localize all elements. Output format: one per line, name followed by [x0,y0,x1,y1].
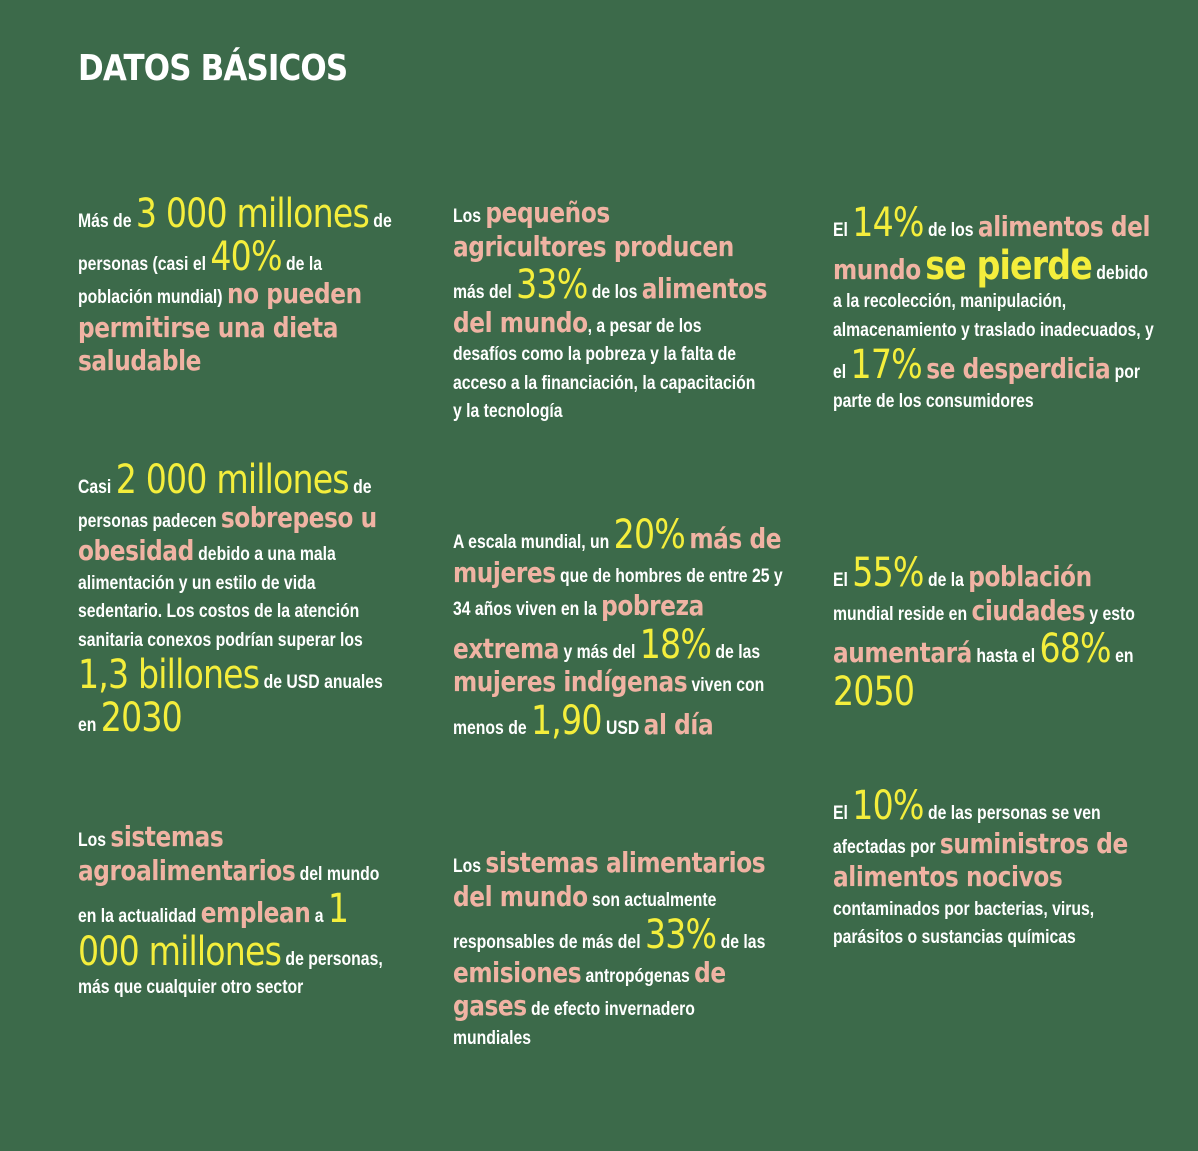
fact-text-plain: de los [587,282,642,303]
fact-text-figure: 33% [644,912,717,958]
fact-text-highlight: alimentos del mundo [833,210,1151,286]
fact-urban-population [833,550,1144,715]
fact-text-figure: 33% [516,262,588,308]
fact-text-plain: , a pesar de los desafíos como la pobreza y la falta de acceso a la financiación, la capacitación y la tecnología [453,315,756,422]
fact-text-plain: de la [923,570,969,591]
fact-text-plain: y más del [559,641,640,663]
fact-text-plain: hasta el [971,646,1040,667]
fact-text-plain: Los [453,206,486,227]
fact-text-highlight: más de mujeres [453,522,782,589]
fact-unsafe-food [833,783,1144,953]
fact-text-plain: El [833,803,853,824]
fact-text-figure: 55% [852,550,924,596]
fact-text-plain: de los [923,220,978,241]
fact-agrifood-employment [78,822,385,1003]
fact-text-highlight: aumentará [833,636,972,669]
fact-text-highlight: emplean [200,896,311,929]
fact-text-plain: Casi [78,477,116,498]
fact-text-plain: El [833,570,853,591]
fact-text-plain: más del [453,282,517,303]
fact-text-plain: de USD anuales en [78,672,383,736]
fact-text-highlight: emisiones [453,955,582,989]
fact-text-highlight: población [968,560,1092,593]
fact-text-plain: de personas (casi el [78,211,392,275]
fact-text-highlight: no pueden permitirse una dieta saludable [78,277,362,377]
fact-text-plain: debido a una mala alimentación y un estilo de vida sedentario. Los costos de la atención sanitaria conexos podrían superar los [78,544,363,651]
page-title: DATOS BÁSICOS [78,48,348,89]
fact-text-plain: Más de [78,211,136,232]
fact-text-plain: de personas padecen [78,477,372,532]
fact-text-figure: 68% [1039,626,1111,672]
fact-text-figure: 10% [852,783,924,829]
fact-text-highlight: de gases [453,955,726,1022]
fact-text-figure: 14% [852,200,924,246]
fact-text-highlight: suministros de alimentos nocivos [833,826,1128,893]
fact-text-figure: 20% [613,512,685,558]
fact-text-plain: en [1110,646,1134,667]
fact-text-plain: por parte de los consumidores [833,362,1141,412]
fact-text-figure: 2 000 millones [115,457,349,503]
fact-text-plain: debido a la recolección, manipulación, almacenamiento y traslado inadecuados, y el [833,262,1154,383]
fact-text-highlight: alimentos del mundo [453,272,768,339]
fact-text-figure: 40% [210,233,282,280]
fact-text-figure: 1,3 billones [78,652,260,698]
fact-text-highlight: pequeños agricultores producen [453,196,734,263]
fact-text-highlight: sistemas agroalimentarios [78,820,296,887]
fact-text-plain: son actualmente responsables de más del [453,889,717,953]
fact-text-highlight: al día [643,707,714,741]
fact-text-figure: se pierde [925,242,1092,289]
fact-text-highlight: ciudades [971,593,1085,627]
fact-text-highlight: se desperdicia [926,352,1111,385]
fact-overweight-obesity [78,457,402,741]
fact-text-plain: antropógenas [581,965,695,987]
fact-text-figure: 18% [639,621,712,668]
fact-text-figure: 2030 [100,694,182,741]
fact-text-plain: del mundo en la actualidad [78,863,380,927]
fact-text-highlight: mujeres indígenas [453,665,688,698]
fact-text-highlight: pobreza extrema [453,589,704,665]
fact-small-farmers [453,198,768,427]
fact-text-figure: 1,90 [531,697,602,744]
fact-text-plain: que de hombres de entre 25 y 34 años viven en la [453,565,783,620]
fact-text-highlight: sistemas alimentarios del mundo [453,846,766,913]
fact-text-plain: Los [453,856,486,877]
fact-text-plain: de personas, más que cualquier otro sector [78,948,383,998]
fact-text-plain: de las [711,641,761,663]
fact-text-plain: A escala mundial, un [453,532,614,553]
fact-text-plain: Los [78,830,111,851]
fact-text-figure: 2050 [833,668,915,715]
fact-food-systems-emissions [453,848,773,1053]
fact-text-plain: a [310,906,328,927]
fact-text-plain: de efecto invernadero mundiales [453,999,695,1049]
fact-text-plain: y esto [1084,603,1135,625]
fact-text-figure: 17% [850,342,922,388]
fact-text-plain: USD [601,717,644,739]
fact-women-poverty [453,512,785,744]
fact-text-plain: viven con menos de [453,675,765,739]
fact-text-plain: de la población mundial) [78,253,322,308]
fact-text-plain: contaminados por bacterias, virus, parásitos o sustancias químicas [833,898,1095,948]
fact-text-plain: El [833,220,853,241]
fact-text-plain: mundial reside en [833,603,972,625]
fact-text-figure: 1 000 millones [78,886,349,975]
fact-text-highlight: sobrepeso u obesidad [78,500,377,567]
fact-text-plain: de las personas se ven afectadas por [833,803,1101,858]
fact-text-figure: 3 000 millones [135,191,369,237]
fact-text-plain: de las [716,932,766,953]
fact-food-loss-waste [833,200,1157,416]
fact-unaffordable-healthy-diet [78,191,393,380]
